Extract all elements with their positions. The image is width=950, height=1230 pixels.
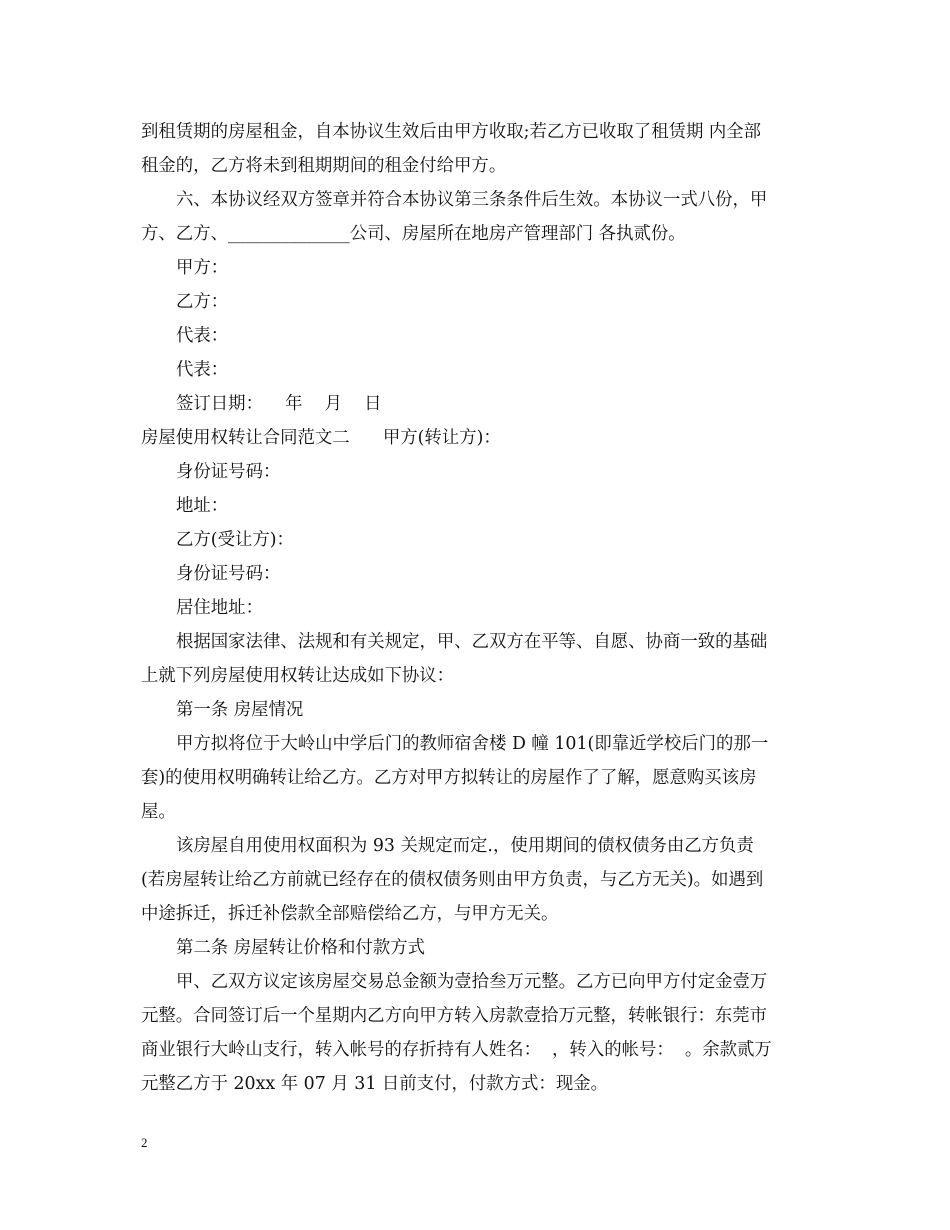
- text-line: 甲方：: [176, 258, 229, 278]
- text-line: 租金的，乙方将未到租期期间的租金付给甲方。: [141, 156, 507, 176]
- text-line: 甲方拟将位于大岭山中学后门的教师宿舍楼 D 幢 101(即靠近学校后门的那一: [176, 734, 769, 754]
- text-line: 地址：: [176, 496, 229, 516]
- text-line: 中途拆迁，拆迁补偿款全部赔偿给乙方，与甲方无关。: [141, 904, 559, 924]
- text-line: 居住地址：: [176, 598, 263, 618]
- text-line: 方、乙方、______________公司、房屋所在地房产管理部门 各执贰份。: [141, 224, 686, 244]
- text-line: 元整乙方于 20xx 年 07 月 31 日前支付，付款方式：现金。: [141, 1074, 608, 1094]
- text-line: 六、本协议经双方签章并符合本协议第三条条件后生效。本协议一式八份，甲: [176, 190, 768, 210]
- text-line: 商业银行大岭山支行，转入帐号的存折持有人姓名： ，转入的帐号： 。余款贰万: [141, 1040, 772, 1060]
- text-line: 套)的使用权明确转让给乙方。乙方对甲方拟转让的房屋作了了解，愿意购买该房: [141, 768, 757, 788]
- text-line: 身份证号码：: [176, 462, 281, 482]
- text-line: 元整。合同签订后一个星期内乙方向甲方转入房款壹拾万元整，转帐银行：东莞市: [141, 1006, 768, 1026]
- text-line: 代表：: [176, 360, 229, 380]
- text-line: 乙方：: [176, 292, 229, 312]
- document-body: [141, 115, 813, 1101]
- text-line: (若房屋转让给乙方前就已经存在的债权债务则由甲方负责，与乙方无关)。如遇到: [141, 870, 764, 890]
- text-line: 甲、乙双方议定该房屋交易总金额为壹拾叁万元整。乙方已向甲方付定金壹万: [176, 972, 768, 992]
- text-line: 该房屋自用使用权面积为 93 关规定而定.，使用期间的债权债务由乙方负责: [176, 836, 754, 856]
- article-heading: 第二条 房屋转让价格和付款方式: [176, 938, 425, 958]
- text-line: 上就下列房屋使用权转让达成如下协议：: [141, 666, 455, 686]
- text-line: 代表：: [176, 326, 229, 346]
- page-number: 2: [141, 1135, 148, 1150]
- section-heading: 房屋使用权转让合同范文二 甲方(转让方)：: [141, 428, 501, 448]
- text-line: 乙方(受让方)：: [176, 530, 294, 550]
- article-heading: 第一条 房屋情况: [176, 700, 304, 720]
- text-line: 身份证号码：: [176, 564, 281, 584]
- text-line: 到租赁期的房屋租金，自本协议生效后由甲方收取;若乙方已收取了租赁期 内全部: [141, 122, 762, 142]
- text-line: 屋。: [141, 802, 176, 822]
- text-line: 根据国家法律、法规和有关规定，甲、乙双方在平等、自愿、协商一致的基础: [176, 632, 768, 652]
- text-line: 签订日期： 年 月 日: [176, 394, 382, 414]
